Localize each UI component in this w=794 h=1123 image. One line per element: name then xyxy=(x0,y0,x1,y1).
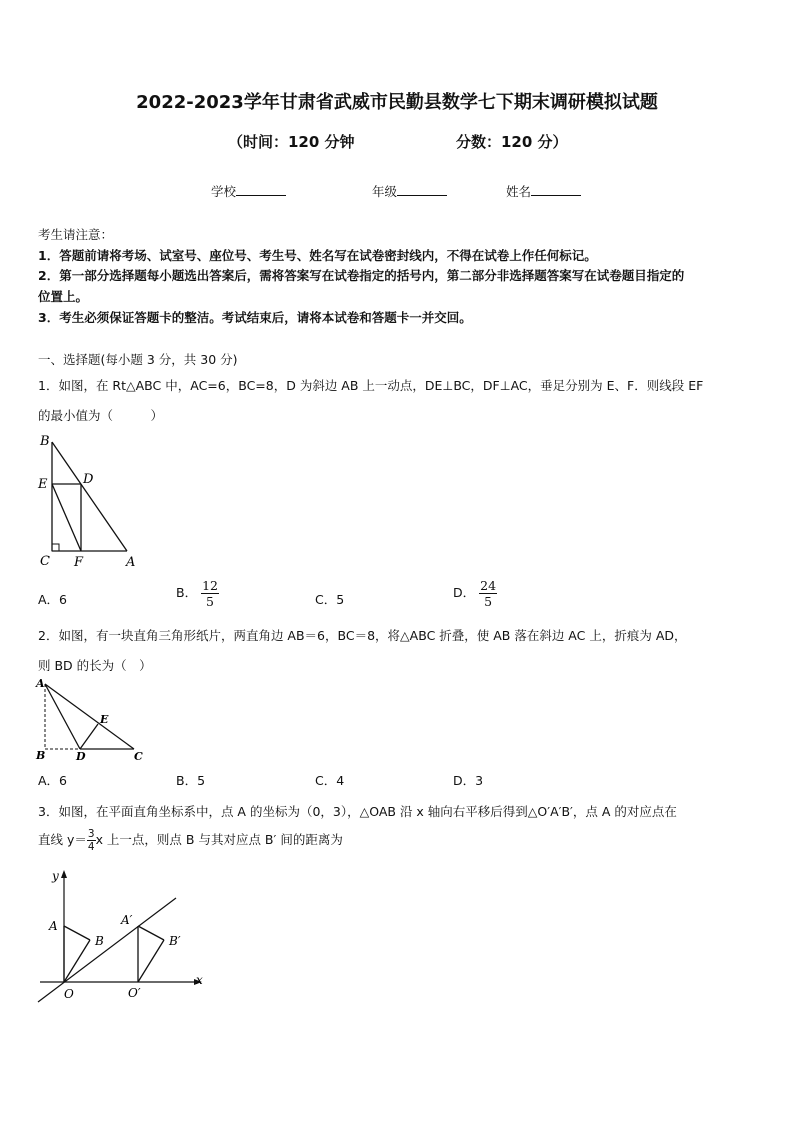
q1-label-a: A xyxy=(126,555,136,570)
q1-text-line1: 1．如图，在 Rt△ABC 中，AC=6，BC=8，D 为斜边 AB 上一动点，DE⊥BC，DF⊥AC，垂足分别为 E、F．则线段 EF xyxy=(38,378,704,393)
q3-fraction xyxy=(87,828,96,853)
exam-score: 分数：120 分） xyxy=(456,133,568,151)
q1-text-line2: 的最小值为（ ） xyxy=(38,408,164,423)
q1-option-b[interactable] xyxy=(176,578,219,609)
q3-text-line2-prefix: 直线 y＝ xyxy=(38,832,87,847)
q1-option-d-den: 5 xyxy=(484,594,493,609)
section-heading: 一、选择题(每小题 3 分，共 30 分) xyxy=(38,352,238,367)
q2-label-d: D xyxy=(76,750,86,763)
q2-label-c: C xyxy=(134,750,143,763)
q2-figure xyxy=(30,674,155,766)
q1-option-a[interactable]: A．6 xyxy=(38,592,68,607)
q3-figure xyxy=(30,866,210,1006)
q1-option-d-prefix: D． xyxy=(453,585,476,600)
q3-label-o: O xyxy=(64,987,74,1001)
q1-label-d: D xyxy=(83,472,94,487)
q1-option-b-prefix: B． xyxy=(176,585,198,600)
q3-label-a: A xyxy=(49,919,58,933)
q3-text-line2-suffix: x 上一点，则点 B 与其对应点 B′ 间的距离为 xyxy=(95,832,343,847)
exam-time: （时间：120 分钟 xyxy=(228,133,355,151)
q1-label-e: E xyxy=(38,477,48,492)
school-blank[interactable] xyxy=(236,185,286,196)
notice-item-1: 1．答题前请将考场、试室号、座位号、考生号、姓名写在试卷密封线内，不得在试卷上作任何标记。 xyxy=(38,248,597,263)
grade-label: 年级 xyxy=(372,184,398,199)
q2-option-b[interactable]: B．5 xyxy=(176,773,206,788)
q1-option-d-fraction xyxy=(479,578,497,609)
q2-option-c[interactable]: C．4 xyxy=(315,773,345,788)
q3-fraction-num: 3 xyxy=(87,828,95,840)
q2-text-line2: 则 BD 的长为（ ） xyxy=(38,658,152,673)
school-field xyxy=(211,182,286,200)
q3-label-x: x xyxy=(196,973,203,987)
q2-label-e: E xyxy=(100,713,109,726)
name-blank[interactable] xyxy=(531,185,581,196)
q1-label-b: B xyxy=(40,434,50,449)
q3-fraction-den: 4 xyxy=(87,841,95,853)
q3-label-b: B xyxy=(95,934,104,948)
q2-label-b: B xyxy=(36,749,46,762)
q2-label-a: A xyxy=(36,677,45,690)
page-title: 2022-2023学年甘肃省武威市民勤县数学七下期末调研模拟试题 xyxy=(136,92,658,113)
grade-blank[interactable] xyxy=(397,185,447,196)
q3-text-line2 xyxy=(38,828,343,853)
notice-item-2b: 位置上。 xyxy=(38,289,89,304)
q3-label-a-prime: A′ xyxy=(121,913,133,927)
notice-item-3: 3．考生必须保证答题卡的整洁。考试结束后，请将本试卷和答题卡一并交回。 xyxy=(38,310,472,325)
q3-label-b-prime: B′ xyxy=(169,934,181,948)
name-label: 姓名 xyxy=(506,184,532,199)
q3-text-line1: 3．如图，在平面直角坐标系中，点 A 的坐标为（0，3），△OAB 沿 x 轴向右平移后得到△O′A′B′，点 A 的对应点在 xyxy=(38,804,677,819)
q3-label-o-prime: O′ xyxy=(128,986,141,1000)
q1-option-b-num: 12 xyxy=(202,578,218,593)
q1-figure xyxy=(30,430,140,572)
q1-option-b-fraction xyxy=(201,578,219,609)
grade-field xyxy=(372,182,447,200)
q2-text-line1: 2．如图，有一块直角三角形纸片，两直角边 AB＝6，BC＝8，将△ABC 折叠，使 AB 落在斜边 AC 上，折痕为 AD， xyxy=(38,628,687,643)
q1-option-c[interactable]: C．5 xyxy=(315,592,345,607)
q1-option-d-num: 24 xyxy=(480,578,497,593)
q2-option-d[interactable]: D．3 xyxy=(453,773,484,788)
q1-option-b-den: 5 xyxy=(206,594,214,609)
school-label: 学校 xyxy=(211,184,237,199)
q1-option-d[interactable] xyxy=(453,578,497,609)
q2-option-a[interactable]: A．6 xyxy=(38,773,68,788)
q1-label-f: F xyxy=(74,555,84,570)
notice-item-2a: 2．第一部分选择题每小题选出答案后，需将答案写在试卷指定的括号内，第二部分非选择题答案写在试卷题目指定的 xyxy=(38,268,685,283)
notice-heading: 考生请注意： xyxy=(38,227,114,242)
q3-label-y: y xyxy=(52,869,59,883)
q1-label-c: C xyxy=(40,554,50,569)
name-field xyxy=(506,182,581,200)
